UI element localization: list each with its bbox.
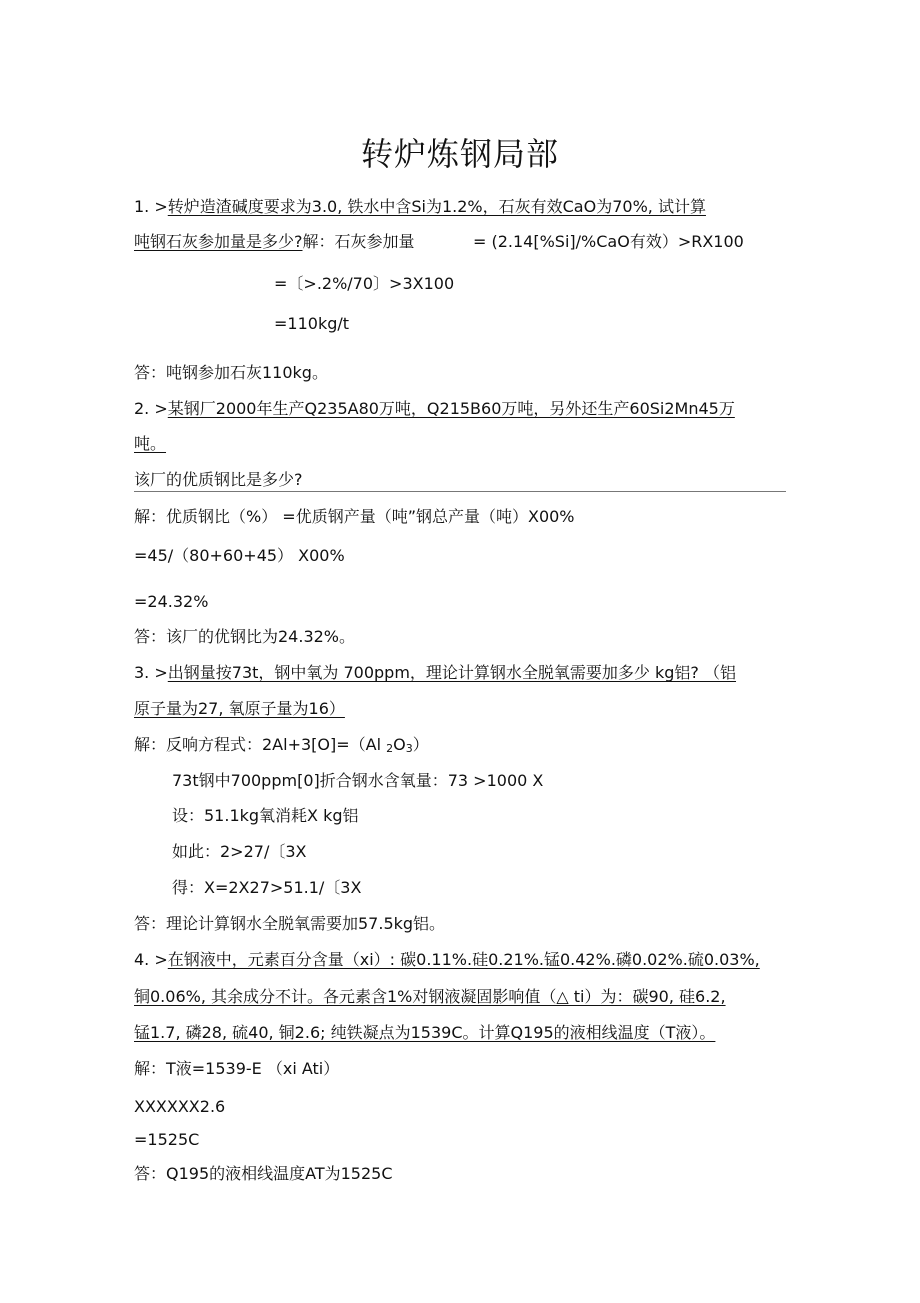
q3-text2: 原子量为27, 氧原子量为16） [134, 699, 345, 718]
q1-solution-prefix: 解：石灰参加量 [302, 232, 415, 251]
q4-answer: 答：Q195的液相线温度AT为1525C [134, 1164, 393, 1183]
q2-question: 该厂的优质钢比是多少? [134, 470, 303, 489]
q4-text2: 铜0.06%, 其余成分不计。各元素含1%对钢液凝固影响值（△ ti）为：碳90, 硅6.2, [134, 987, 726, 1006]
q4-step2: =1525C [134, 1130, 200, 1149]
q2-number: 2. > [134, 399, 168, 418]
q3-step1: 73t钢中700ppm[0]折合钢水含氧量：73 >1000 X [172, 771, 544, 790]
q3-number: 3. > [134, 663, 168, 682]
q4-solution: 解：T液=1539-E （xi Ati） [134, 1059, 340, 1078]
q3-step2: 设：51.1kg氧消耗X kg铝 [172, 806, 359, 825]
q1-text: 转炉造渣碱度要求为3.0, 铁水中含Si为1.2%，石灰有效CaO为70%, 试计算 [167, 197, 706, 216]
q2-answer: 答：该厂的优钢比为24.32%。 [134, 627, 356, 646]
q4-text: 在钢液中，元素百分含量（xi）: 碳0.11%.硅0.21%.锰0.42%.磷0.02%.硫0.03%, [167, 950, 760, 969]
q2-line2 [134, 434, 166, 454]
q4-text3: 锰1.7, 磷28, 硫40, 铜2.6; 纯铁凝点为1539C。计算Q195的液相线温度（T液）。 [134, 1023, 716, 1042]
q3-solution-prefix: 解：反响方程式：2Al+3[O]=（Al [134, 735, 382, 754]
q2-text2: 吨。 [134, 434, 167, 453]
q1-formula: = (2.14[%Si]/%CaO有效）>RX100 [473, 232, 744, 251]
q3-step3: 如此：2>27/〔3X [172, 842, 307, 861]
q3-subscript-3: 3 [405, 742, 413, 755]
q3-step4: 得：X=2X27>51.1/〔3X [172, 878, 362, 897]
q3-answer: 答：理论计算钢水全脱氧需要加57.5kg铝。 [134, 914, 446, 933]
q4-number: 4. > [134, 950, 168, 969]
q1-line1 [134, 197, 706, 217]
q4-line2 [134, 987, 726, 1007]
q3-close: ） [412, 735, 429, 754]
q1-step1: =〔>.2%/70〕>3X100 [274, 274, 455, 293]
q1-line2 [134, 232, 415, 252]
q2-text: 某钢厂2000年生产Q235A80万吨，Q215B60万吨，另外还生产60Si2Mn45万 [167, 399, 735, 418]
q3-text: 出钢量按73t，钢中氧为 700ppm，理论计算钢水全脱氧需要加多少 kg铝? （铝 [167, 663, 737, 682]
q2-step2: =24.32% [134, 592, 209, 611]
q2-step1: =45/（80+60+45） X00% [134, 546, 345, 565]
q4-line3 [134, 1023, 715, 1043]
q2-solution: 解：优质钢比（%） =优质钢产量（吨”钢总产量（吨）X00% [134, 507, 575, 526]
page-title: 转炉炼钢局部 [360, 135, 559, 173]
q1-answer: 答：吨钢参加石灰110kg。 [134, 363, 328, 382]
divider-line [134, 491, 786, 492]
q3-line2 [134, 699, 345, 719]
q2-line1 [134, 399, 735, 419]
q1-number: 1. > [134, 197, 168, 216]
q3-solution [134, 735, 429, 759]
q3-oxygen: O [393, 735, 406, 754]
q3-line1 [134, 663, 736, 683]
q3-subscript-2: 2 [386, 742, 394, 755]
q4-step1: XXXXXX2.6 [134, 1097, 226, 1116]
q1-step2: =110kg/t [274, 314, 350, 333]
q1-text2: 吨钢石灰参加量是多少? [134, 232, 303, 251]
q4-line1 [134, 950, 760, 970]
